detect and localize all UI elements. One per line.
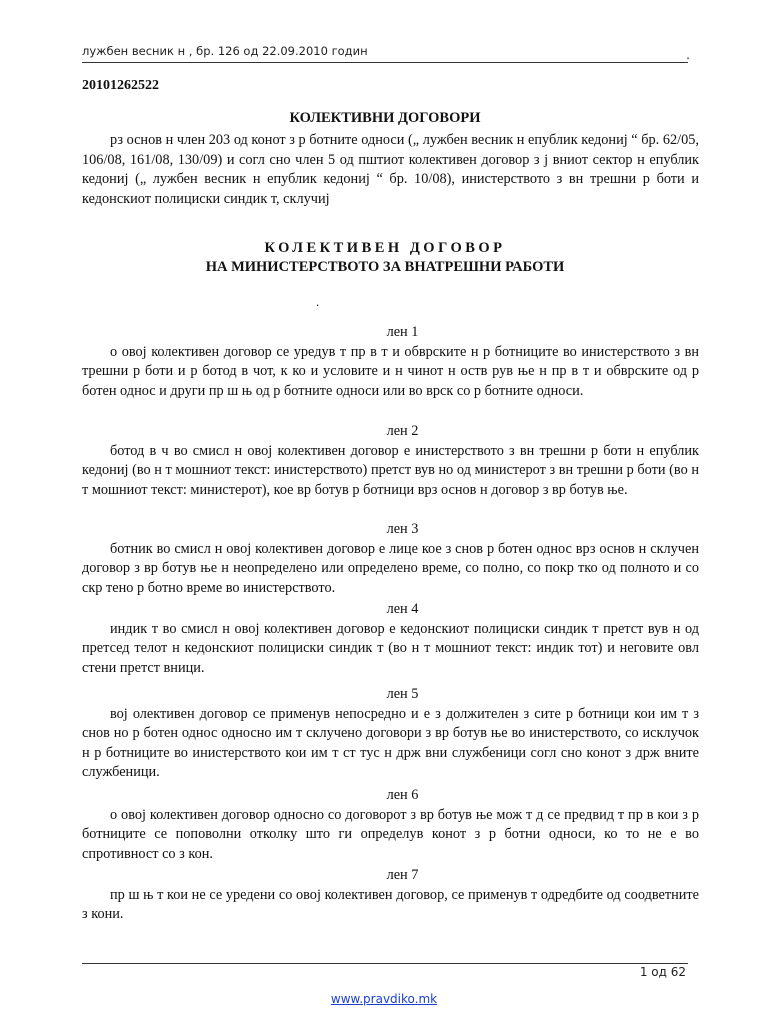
article-heading: лен 4 [386,601,419,617]
article-heading: лен 3 [386,521,419,537]
website-link[interactable]: www.pravdiko.mk [330,992,438,1006]
document-number: 20101262522 [82,78,159,93]
section-title: КОЛЕКТИВНИ ДОГОВОРИ [289,110,481,126]
intro-paragraph: рз основ н член 203 од конот з р ботните односи („ лужбен весник н епублик кедониј “ бр. 62/05, 106/08, 161/08, 130/09) и согл сно член 5 од пштиот колективен договор з ј вниот сектор н епублик кедониј („ лужбен весник н епублик кедониј “ бр. 10/08), инистерството з вн трешни р боти и кедонскиот полициски синдик т, склучиј [82,132,699,207]
running-header-text: лужбен весник н , бр. 126 од 22.09.2010 годин [82,44,368,58]
running-header-mark: . [686,48,690,62]
article-heading: лен 7 [386,867,419,883]
agreement-title: КОЛЕКТИВЕН ДОГОВОР [264,240,506,256]
separator-dot: . [316,294,320,309]
article-text: пр ш њ т кои не се уредени со овој колективен договор, се применув т одредбите од соодветните з кони. [82,886,699,923]
article-heading: лен 2 [386,423,419,439]
agreement-subtitle: НА МИНИСТЕРСТВОТО ЗА ВНАТРЕШНИ РАБОТИ [205,259,565,275]
article-2 [82,422,699,500]
article-text: ботник во смисл н овој колективен договор е лице кое з снов р ботен однос врз основ н склучен договор з вр ботув ње н неопределено или определено време, со полно, со покр тко од полното и со скр тено р ботно време во инистерството. [82,540,699,596]
page-indicator: 1 од 62 [639,965,686,979]
article-heading: лен 6 [386,787,419,803]
article-text: о овој колективен договор односно со договорот з вр ботув ње мож т д се предвид т пр в кои з р ботниците се поповолни отколку што ги определув конот з р ботни односи, ко то не е во спротивност со з кон. [82,806,699,862]
article-text: вој олективен договор се применув непосредно и е з должителен з сите р ботници кои им т з снов но р ботен однос односно им т склучено договори з вр ботув ње во инистерството, со исклучок н р ботниците во инистерството кои им т ст тус н држ вни службеници согл сно конот з држ вните службеници. [82,705,699,781]
footer-divider [82,963,688,964]
article-3 [82,520,699,598]
article-heading: лен 5 [386,686,419,702]
article-4 [82,600,699,678]
article-6 [82,786,699,864]
article-heading: лен 1 [386,324,419,340]
article-5 [82,685,699,783]
article-1 [82,323,699,401]
article-text: индик т во смисл н овој колективен договор е кедонскиот полициски синдик т претст вув н од претсед телот н кедонскиот полициски синдик т (во н т мошниот текст: индик тот) и неговите овл стени претст вници. [82,620,699,676]
running-header [82,44,688,63]
article-7 [82,866,699,925]
article-text: о овој колективен договор се уредув т пр в т и обврските н р ботниците во инистерството з вн трешни р боти и р ботод в чот, к ко и условите и н чинот н оств рув ње н пр в т и обврските од р ботен однос и други пр ш њ од р ботните односи или во врск со р ботните односи. [82,343,699,399]
article-text: ботод в ч во смисл н овој колективен договор е инистерството з вн трешни р боти н епублик кедониј (во н т мошниот текст: инистерството) претст вув но од министерот з вн трешни р боти (во н т мошниот текст: министерот), кое вр ботув р ботници врз основ н договор з вр ботув ње. [82,442,699,498]
